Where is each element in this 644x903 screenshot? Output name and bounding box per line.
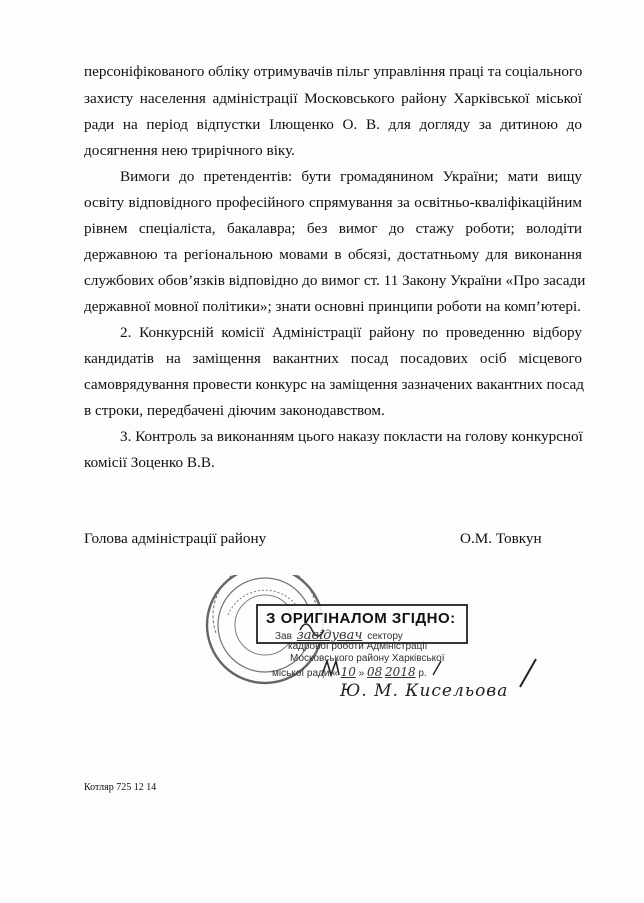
stamp-month: 08 (366, 665, 383, 679)
stamp-line-4: міської ради « 10 » 08 2018 р. (272, 665, 427, 679)
paragraph-2-line: службових обов’язків відповідно до вимог ст. 11 Закону України «Про засади (84, 272, 586, 289)
paragraph-1-line: досягнення нею трирічного віку. (84, 142, 295, 159)
paragraph-3-line: в строки, передбачені діючим законодавством. (84, 402, 385, 419)
handwritten-signature-name: Ю. М. Кисельова (340, 681, 509, 701)
stamp-handwritten-position: завідувач (296, 628, 363, 643)
paragraph-1-line: ради на період відпустки Ілющенко О. В. для догляду за дитиною до (84, 116, 582, 133)
stamp-line-1-prefix: Зав (275, 631, 292, 642)
paragraph-1-line: захисту населення адміністрації Московського району Харківської міської (84, 90, 582, 107)
stamp-line-2: кадрової роботи Адміністрації (288, 641, 428, 652)
signature-name: О.М. Товкун (460, 530, 542, 547)
footer-contact: Котляр 725 12 14 (84, 782, 157, 793)
paragraph-2-line: Вимоги до претендентів: бути громадянином України; мати вищу (120, 168, 582, 185)
stamp-day: 10 (340, 665, 356, 679)
paragraph-2-line: державною та регіональною мовами в обсязі, достатньому для виконання (84, 246, 582, 263)
stamp-line-4-prefix: міської ради « (272, 668, 338, 679)
paragraph-2-line: рівнем спеціаліста, бакалавра; без вимог до стажу роботи; володіти (84, 220, 582, 237)
stamp-header: З ОРИГІНАЛОМ ЗГІДНО: (266, 610, 456, 627)
stamp-line-3: Московського району Харківської (290, 653, 445, 664)
paragraph-3-line: 2. Конкурсній комісії Адміністрації району по проведенню відбору (120, 324, 582, 341)
paragraph-4-line: комісії Зоценко В.В. (84, 454, 215, 471)
stamp-line-4-suffix: р. (418, 668, 427, 679)
paragraph-3-line: самоврядування провести конкурс на заміщення зазначених вакантних посад (84, 376, 584, 393)
paragraph-2-line: освіту відповідного професійного спрямування за освітньо-кваліфікаційним (84, 194, 582, 211)
paragraph-2-line: державної мовної політики»; знати основні принципи роботи на комп’ютері. (84, 298, 581, 315)
stamp-year: 2018 (385, 665, 416, 679)
paragraph-1-line: персоніфікованого обліку отримувачів пільг управління праці та соціального (84, 63, 583, 80)
signature-title: Голова адміністрації району (84, 530, 267, 547)
paragraph-4-line: 3. Контроль за виконанням цього наказу покласти на голову конкурсної (120, 428, 583, 445)
paragraph-3-line: кандидатів на заміщення вакантних посад посадових осіб місцевого (84, 350, 582, 367)
stamp-line-1-suffix: сектору (367, 631, 403, 642)
certification-stamp (200, 575, 540, 715)
